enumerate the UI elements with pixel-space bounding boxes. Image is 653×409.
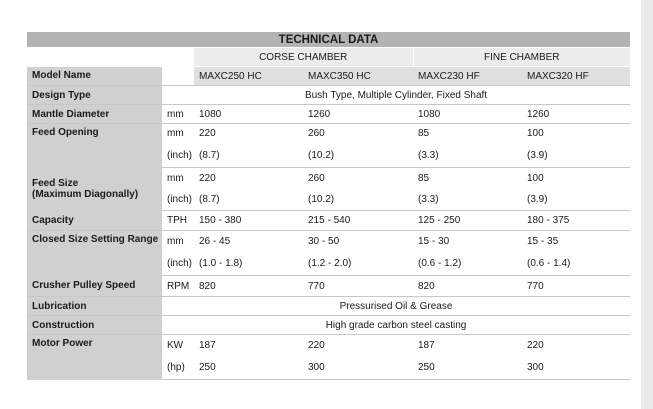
cell-value: 220 [303, 335, 413, 356]
unit: mm [162, 231, 194, 252]
unit: TPH [162, 211, 194, 231]
capacity-label: Capacity [27, 211, 162, 231]
design-type-label: Design Type [27, 86, 162, 105]
cell-value: 15 - 35 [522, 231, 630, 252]
coarse-chamber-header: CORSE CHAMBER [194, 48, 413, 67]
cell-value: 125 - 250 [413, 211, 522, 231]
cell-value: 100 [522, 124, 630, 144]
construction-label: Construction [27, 316, 162, 335]
table-title: TECHNICAL DATA [27, 32, 630, 48]
cell-value: 85 [413, 168, 522, 190]
cell-value: (0.6 - 1.2) [413, 252, 522, 276]
cell-value: 770 [303, 276, 413, 297]
cell-value: (10.2) [303, 190, 413, 211]
cell-value: 300 [303, 356, 413, 380]
model-name: MAXC230 HF [413, 67, 522, 86]
construction-value: High grade carbon steel casting [162, 316, 630, 335]
unit: KW [162, 335, 194, 356]
cell-value: 1260 [303, 105, 413, 124]
cell-value: 260 [303, 124, 413, 144]
cell-value: 250 [413, 356, 522, 380]
cell-value: 820 [194, 276, 303, 297]
lubrication-label: Lubrication [27, 297, 162, 316]
unit: mm [162, 124, 194, 144]
page-edge-rail [641, 0, 653, 409]
technical-data-table [27, 32, 630, 380]
cell-value: (1.2 - 2.0) [303, 252, 413, 276]
lubrication-value: Pressurised Oil & Grease [162, 297, 630, 316]
cell-value: 15 - 30 [413, 231, 522, 252]
motor-power-label: Motor Power [27, 335, 162, 380]
cell-value: 1260 [522, 105, 630, 124]
cell-value: 150 - 380 [194, 211, 303, 231]
model-name: MAXC250 HC [194, 67, 303, 86]
cell-value: (3.3) [413, 190, 522, 211]
feed-size-label-line2: (Maximum Diagonally) [32, 189, 139, 200]
cell-value: 220 [522, 335, 630, 356]
cell-value: 1080 [194, 105, 303, 124]
unit: (inch) [162, 252, 194, 276]
cell-value: (8.7) [194, 144, 303, 168]
closed-size-label: Closed Size Setting Range [27, 231, 162, 276]
unit: mm [162, 105, 194, 124]
model-name: MAXC320 HF [522, 67, 630, 86]
cell-value: (3.3) [413, 144, 522, 168]
unit: RPM [162, 276, 194, 297]
unit: (inch) [162, 190, 194, 211]
cell-value: (8.7) [194, 190, 303, 211]
cell-value: 1080 [413, 105, 522, 124]
cell-value: (10.2) [303, 144, 413, 168]
mantle-diameter-label: Mantle Diameter [27, 105, 162, 124]
cell-value: (0.6 - 1.4) [522, 252, 630, 276]
cell-value: 187 [194, 335, 303, 356]
cell-value: 100 [522, 168, 630, 190]
cell-value: (1.0 - 1.8) [194, 252, 303, 276]
model-name: MAXC350 HC [303, 67, 413, 86]
unit: mm [162, 168, 194, 190]
cell-value: 820 [413, 276, 522, 297]
feed-opening-label: Feed Opening [27, 124, 162, 168]
technical-data-sheet [27, 32, 630, 380]
cell-value: 187 [413, 335, 522, 356]
unit: (hp) [162, 356, 194, 380]
cell-value: 220 [194, 124, 303, 144]
model-name-label: Model Name [27, 67, 162, 86]
cell-value: 770 [522, 276, 630, 297]
design-type-value: Bush Type, Multiple Cylinder, Fixed Shaft [162, 86, 630, 105]
cell-value: (3.9) [522, 144, 630, 168]
cell-value: 180 - 375 [522, 211, 630, 231]
cell-value: (3.9) [522, 190, 630, 211]
feed-size-label [27, 168, 162, 211]
cell-value: 300 [522, 356, 630, 380]
cell-value: 26 - 45 [194, 231, 303, 252]
unit: (inch) [162, 144, 194, 168]
cell-value: 250 [194, 356, 303, 380]
fine-chamber-header: FINE CHAMBER [413, 48, 630, 67]
cell-value: 260 [303, 168, 413, 190]
cell-value: 220 [194, 168, 303, 190]
cell-value: 215 - 540 [303, 211, 413, 231]
pulley-speed-label: Crusher Pulley Speed [27, 276, 162, 297]
cell-value: 85 [413, 124, 522, 144]
cell-value: 30 - 50 [303, 231, 413, 252]
feed-size-label-line1: Feed Size [32, 178, 79, 189]
